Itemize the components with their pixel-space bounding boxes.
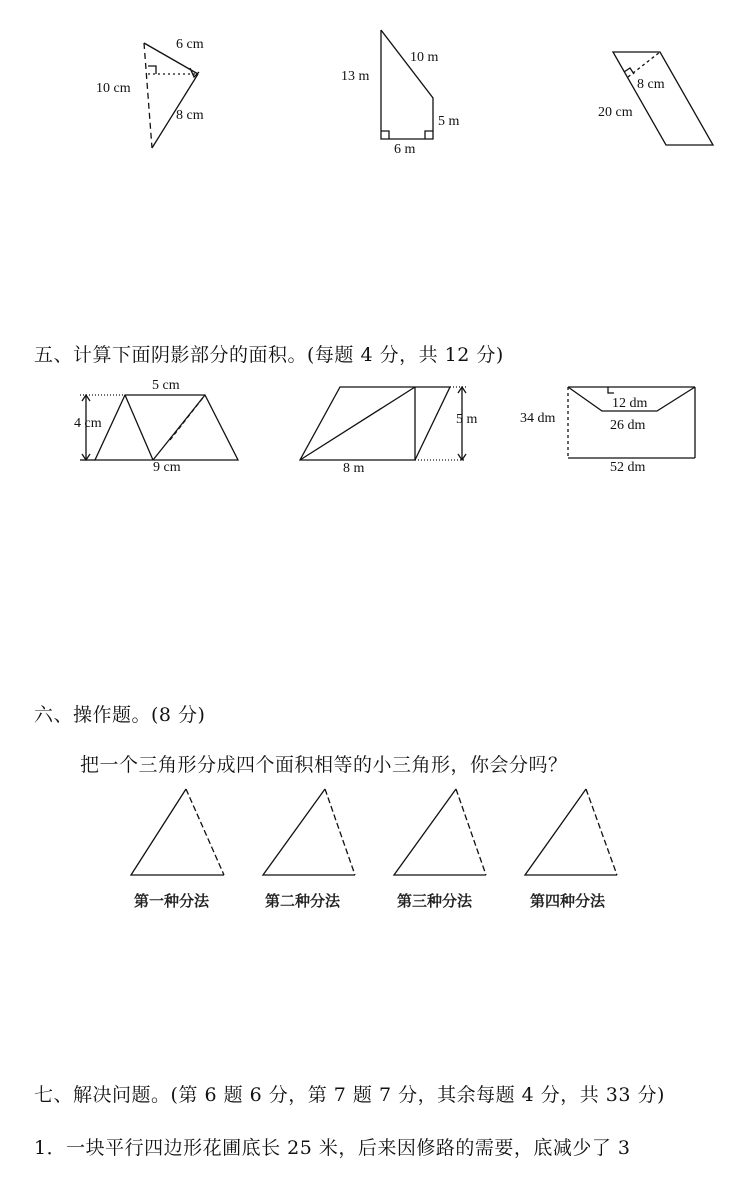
fig1-height-label: 4 cm xyxy=(74,416,102,431)
section-7-heading: 七、解决问题。(第 6 题 6 分，第 7 题 7 分，其余每题 4 分，共 33 分) xyxy=(34,1084,665,1106)
triangle-label-left: 10 cm xyxy=(96,81,131,96)
trapezoid-label-right: 5 m xyxy=(438,114,460,129)
trapezoid-label-slant: 10 m xyxy=(410,50,439,65)
fig3-inner-top-label: 12 dm xyxy=(612,396,648,411)
method-3-caption: 第三种分法 xyxy=(397,892,473,910)
triangle-label-hyp: 6 cm xyxy=(176,37,204,52)
section-6-heading: 六、操作题。(8 分) xyxy=(34,704,206,726)
triangle-label-right: 8 cm xyxy=(176,108,204,123)
trapezoid-label-left: 13 m xyxy=(341,69,370,84)
section-5-heading: 五、计算下面阴影部分的面积。(每题 4 分，共 12 分) xyxy=(34,344,504,366)
parallelogram-label-base: 20 cm xyxy=(598,105,633,120)
fig1-top-label: 5 cm xyxy=(152,378,180,393)
method-2-caption: 第二种分法 xyxy=(265,892,341,910)
section-6-prompt: 把一个三角形分成四个面积相等的小三角形，你会分吗？ xyxy=(80,754,568,776)
fig1-bottom-label: 9 cm xyxy=(153,460,181,475)
fig2-bottom-label: 8 m xyxy=(343,461,365,476)
fig3-bottom-label: 52 dm xyxy=(610,460,646,475)
fig3-left-label: 34 dm xyxy=(520,411,556,426)
fig2-height-label: 5 m xyxy=(456,412,478,427)
method-4-caption: 第四种分法 xyxy=(530,892,606,910)
fig3-inner-bottom-label: 26 dm xyxy=(610,418,646,433)
question-1-text: 1．一块平行四边形花圃底长 25 米，后来因修路的需要，底减少了 3 xyxy=(34,1137,631,1159)
method-1-caption: 第一种分法 xyxy=(134,892,210,910)
trapezoid-label-bottom: 6 m xyxy=(394,142,416,157)
parallelogram-label-height: 8 cm xyxy=(637,77,665,92)
